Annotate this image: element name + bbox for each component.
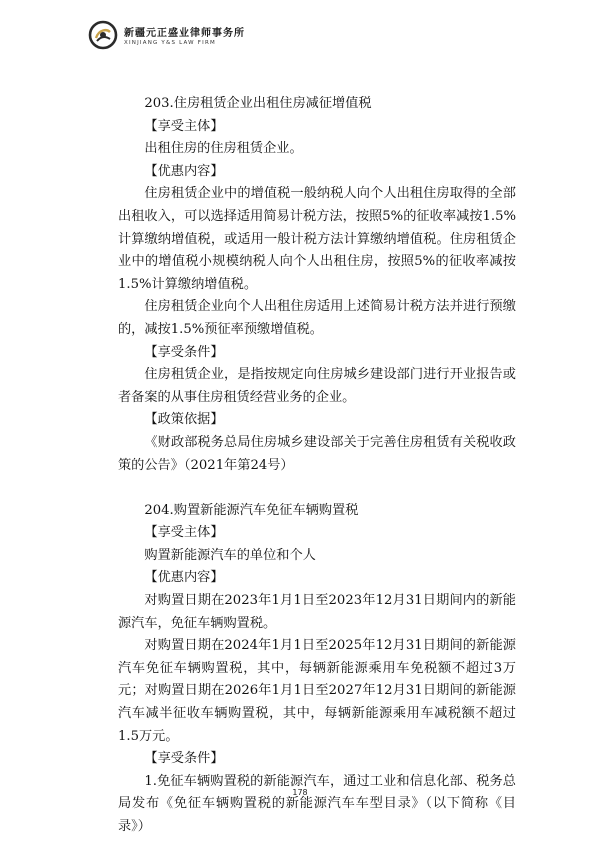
subject-label: 【享受主体】 bbox=[144, 525, 224, 541]
document-body bbox=[118, 93, 516, 839]
subject-text: 购置新能源汽车的单位和个人 bbox=[144, 547, 316, 563]
content-label: 【优惠内容】 bbox=[144, 163, 224, 179]
subject-text: 出租住房的住房租赁企业。 bbox=[144, 141, 303, 157]
section-title: 203.住房租赁企业出租住房减征增值税 bbox=[144, 96, 372, 111]
content-paragraph: 对购置日期在2024年1月1日至2025年12月31日期间的新能源汽车免征车辆购置税，其中，每辆新能源乘用车免税额不超过3万元；对购置日期在2026年1月1日至2027年12月31日期间的新能源汽车减半征收车辆购置税，其中，每辆新能源乘用车减税额不超过1.5万元。 bbox=[118, 638, 516, 744]
section-title: 204.购置新能源汽车免征车辆购置税 bbox=[144, 502, 359, 518]
subject-label: 【享受主体】 bbox=[144, 118, 224, 134]
condition-paragraph: 1.免征车辆购置税的新能源汽车，通过工业和信息化部、税务总局发布《免征车辆购置税的新能源汽车车型目录》（以下简称《目录》） bbox=[118, 773, 516, 834]
condition-paragraph: 住房租赁企业，是指按规定向住房城乡建设部门进行开业报告或者备案的从事住房租赁经营业务的企业。 bbox=[118, 367, 516, 405]
page-number: 178 bbox=[292, 788, 308, 797]
section-gap bbox=[118, 477, 516, 500]
content-label: 【优惠内容】 bbox=[144, 570, 224, 586]
condition-label: 【享受条件】 bbox=[144, 344, 224, 360]
letterhead bbox=[88, 18, 245, 52]
content-paragraph: 对购置日期在2023年1月1日至2023年12月31日期间内的新能源汽车，免征车辆购置税。 bbox=[118, 593, 516, 631]
basis-text: 《财政部税务总局住房城乡建设部关于完善住房租赁有关税收政策的公告》（2021年第24号） bbox=[118, 434, 516, 473]
firm-name bbox=[124, 24, 245, 46]
content-paragraph: 住房租赁企业向个人出租住房适用上述简易计税方法并进行预缴的，减按1.5%预征率预缴增值税。 bbox=[118, 299, 516, 337]
content-paragraph: 住房租赁企业中的增值税一般纳税人向个人出租住房取得的全部出租收入，可以选择适用简易计税方法，按照5%的征收率减按1.5%计算缴纳增值税，或适用一般计税方法计算缴纳增值税。住房租赁企业中的增值税小规模纳税人向个人出租住房，按照5%的征收率减按1.5%计算缴纳增值税。 bbox=[118, 186, 516, 292]
firm-name-cn: 新疆元正盛业律师事务所 bbox=[124, 28, 245, 39]
firm-logo-icon bbox=[88, 20, 118, 50]
firm-name-en: XINJIANG Y&S LAW FIRM bbox=[124, 40, 216, 46]
basis-label: 【政策依据】 bbox=[144, 412, 224, 428]
condition-label: 【享受条件】 bbox=[144, 751, 224, 767]
